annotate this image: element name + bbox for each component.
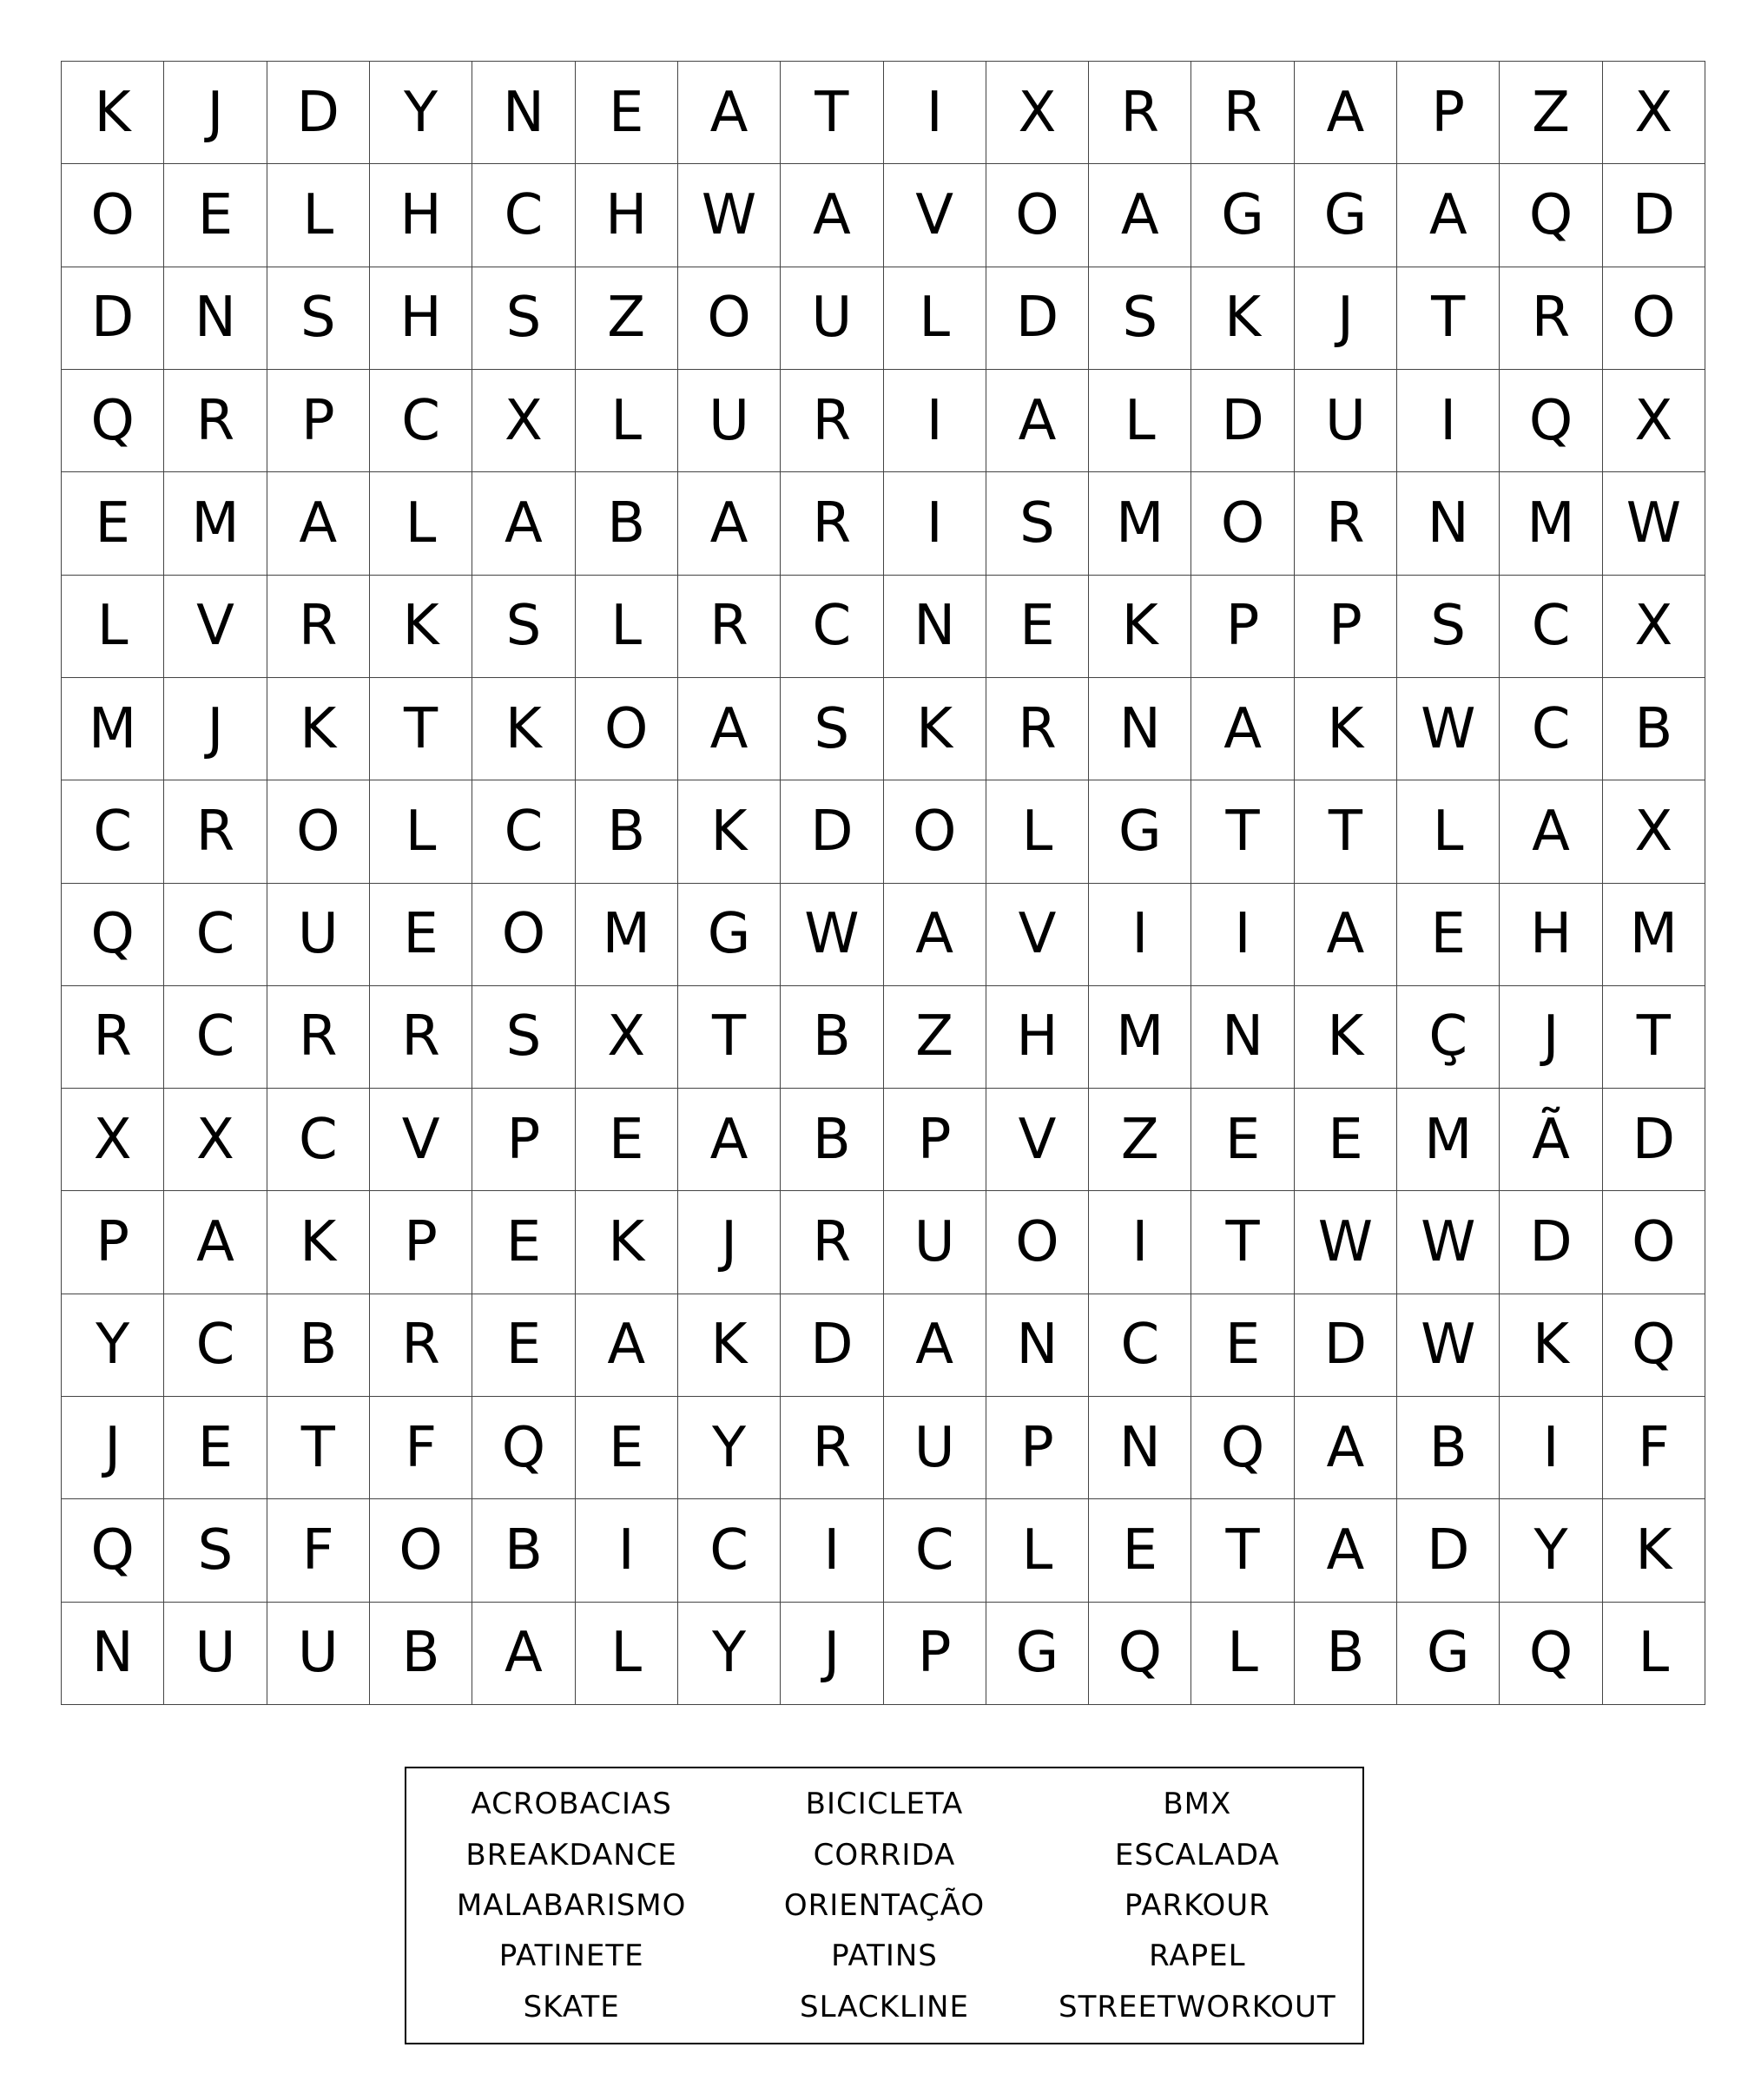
word-list-item: CORRIDA <box>813 1837 956 1873</box>
grid-cell[interactable]: C <box>472 780 575 883</box>
grid-cell[interactable]: Y <box>678 1397 781 1499</box>
grid-cell[interactable]: Q <box>1603 1294 1705 1397</box>
grid-cell[interactable]: K <box>267 1191 370 1294</box>
grid-cell[interactable]: A <box>986 370 1089 472</box>
grid-cell[interactable]: W <box>1295 1191 1397 1294</box>
grid-cell[interactable]: H <box>370 267 472 370</box>
grid-cell[interactable]: Q <box>1500 1603 1602 1705</box>
grid-cell[interactable]: K <box>678 1294 781 1397</box>
grid-cell[interactable]: G <box>1089 780 1191 883</box>
grid-cell[interactable]: Q <box>472 1397 575 1499</box>
grid-cell[interactable]: O <box>370 1499 472 1602</box>
grid-cell[interactable]: Q <box>62 1499 164 1602</box>
grid-cell[interactable]: W <box>678 164 781 267</box>
grid-cell[interactable]: A <box>678 678 781 780</box>
grid-cell[interactable]: Z <box>884 986 986 1089</box>
grid-cell[interactable]: K <box>1295 678 1397 780</box>
grid-cell[interactable]: T <box>267 1397 370 1499</box>
grid-cell[interactable]: S <box>164 1499 267 1602</box>
grid-cell[interactable]: O <box>678 267 781 370</box>
word-list-item: BREAKDANCE <box>465 1837 677 1873</box>
grid-cell[interactable]: E <box>986 576 1089 678</box>
grid-cell[interactable]: O <box>1603 1191 1705 1294</box>
grid-cell[interactable]: X <box>1603 62 1705 164</box>
word-list-item: ORIENTAÇÃO <box>783 1887 986 1923</box>
grid-cell[interactable]: L <box>1397 780 1500 883</box>
grid-cell[interactable]: H <box>986 986 1089 1089</box>
grid-cell[interactable]: L <box>370 472 472 575</box>
grid-cell[interactable]: Y <box>62 1294 164 1397</box>
grid-cell[interactable]: B <box>576 780 678 883</box>
grid-cell[interactable]: R <box>1295 472 1397 575</box>
grid-cell[interactable]: D <box>781 780 883 883</box>
grid-cell[interactable]: E <box>472 1294 575 1397</box>
grid-cell[interactable]: T <box>1191 1499 1294 1602</box>
grid-cell[interactable]: R <box>62 986 164 1089</box>
grid-cell[interactable]: T <box>1191 780 1294 883</box>
grid-cell[interactable]: X <box>62 1089 164 1191</box>
grid-cell[interactable]: A <box>678 472 781 575</box>
grid-cell[interactable]: N <box>164 267 267 370</box>
word-list-item: BICICLETA <box>805 1787 964 1822</box>
grid-cell[interactable]: W <box>1397 1294 1500 1397</box>
grid-cell[interactable]: O <box>986 164 1089 267</box>
grid-cell[interactable]: D <box>62 267 164 370</box>
grid-cell[interactable]: G <box>1295 164 1397 267</box>
grid-cell[interactable]: L <box>1191 1603 1294 1705</box>
grid-cell[interactable]: A <box>267 472 370 575</box>
grid-cell[interactable]: R <box>1089 62 1191 164</box>
grid-cell[interactable]: B <box>781 1089 883 1191</box>
grid-cell[interactable]: T <box>370 678 472 780</box>
grid-cell[interactable]: H <box>576 164 678 267</box>
grid-cell[interactable]: J <box>164 678 267 780</box>
grid-cell[interactable]: U <box>781 267 883 370</box>
grid-cell[interactable]: D <box>1295 1294 1397 1397</box>
grid-cell[interactable]: Ç <box>1397 986 1500 1089</box>
grid-cell[interactable]: D <box>267 62 370 164</box>
grid-cell[interactable]: A <box>884 884 986 986</box>
grid-cell[interactable]: C <box>781 576 883 678</box>
grid-cell[interactable]: O <box>986 1191 1089 1294</box>
grid-cell[interactable]: A <box>1500 780 1602 883</box>
grid-cell[interactable]: K <box>1191 267 1294 370</box>
grid-cell[interactable]: R <box>781 472 883 575</box>
grid-cell[interactable]: K <box>678 780 781 883</box>
grid-cell[interactable]: A <box>1295 1499 1397 1602</box>
grid-cell[interactable]: M <box>1397 1089 1500 1191</box>
grid-cell[interactable]: P <box>1191 576 1294 678</box>
grid-cell[interactable]: J <box>62 1397 164 1499</box>
grid-cell[interactable]: A <box>1295 62 1397 164</box>
grid-cell[interactable]: K <box>472 678 575 780</box>
grid-cell[interactable]: G <box>1191 164 1294 267</box>
word-list-item: PATINS <box>831 1939 938 1974</box>
grid-cell[interactable]: R <box>678 576 781 678</box>
grid-cell[interactable]: R <box>370 986 472 1089</box>
grid-cell[interactable]: A <box>884 1294 986 1397</box>
word-list-item: RAPEL <box>1149 1939 1246 1974</box>
grid-cell[interactable]: M <box>1089 472 1191 575</box>
grid-cell[interactable]: L <box>1603 1603 1705 1705</box>
grid-cell[interactable]: L <box>1089 370 1191 472</box>
grid-cell[interactable]: Q <box>62 370 164 472</box>
grid-cell[interactable]: G <box>986 1603 1089 1705</box>
grid-cell[interactable]: J <box>1500 986 1602 1089</box>
grid-cell[interactable]: M <box>1089 986 1191 1089</box>
grid-cell[interactable]: X <box>986 62 1089 164</box>
grid-cell[interactable]: E <box>370 884 472 986</box>
grid-cell[interactable]: Q <box>1191 1397 1294 1499</box>
grid-cell[interactable]: Ã <box>1500 1089 1602 1191</box>
grid-cell[interactable]: M <box>576 884 678 986</box>
grid-cell[interactable]: E <box>1191 1089 1294 1191</box>
grid-cell[interactable]: O <box>267 780 370 883</box>
grid-cell[interactable]: T <box>1397 267 1500 370</box>
grid-cell[interactable]: E <box>1191 1294 1294 1397</box>
grid-cell[interactable]: I <box>884 62 986 164</box>
grid-cell[interactable]: B <box>781 986 883 1089</box>
grid-cell[interactable]: H <box>1500 884 1602 986</box>
grid-cell[interactable]: P <box>1397 62 1500 164</box>
grid-cell[interactable]: U <box>884 1191 986 1294</box>
grid-cell[interactable]: F <box>1603 1397 1705 1499</box>
grid-cell[interactable]: J <box>781 1603 883 1705</box>
grid-cell[interactable]: T <box>1603 986 1705 1089</box>
grid-cell[interactable]: T <box>1191 1191 1294 1294</box>
grid-cell[interactable]: A <box>1397 164 1500 267</box>
grid-cell[interactable]: X <box>1603 370 1705 472</box>
grid-cell[interactable]: N <box>1191 986 1294 1089</box>
word-list-item: STREETWORKOUT <box>1059 1989 1336 2024</box>
grid-cell[interactable]: R <box>370 1294 472 1397</box>
word-list-item: ACROBACIAS <box>471 1787 672 1822</box>
letter-grid <box>61 61 1705 1705</box>
grid-cell[interactable]: K <box>884 678 986 780</box>
grid-cell[interactable]: C <box>1089 1294 1191 1397</box>
grid-cell[interactable]: R <box>267 986 370 1089</box>
grid-cell[interactable]: R <box>986 678 1089 780</box>
grid-cell[interactable]: A <box>472 472 575 575</box>
grid-cell[interactable]: A <box>678 1089 781 1191</box>
grid-cell[interactable]: R <box>1191 62 1294 164</box>
grid-cell[interactable]: K <box>62 62 164 164</box>
grid-cell[interactable]: Q <box>1500 370 1602 472</box>
grid-cell[interactable]: L <box>576 576 678 678</box>
grid-cell[interactable]: W <box>781 884 883 986</box>
word-list-item: MALABARISMO <box>456 1887 687 1923</box>
grid-cell[interactable]: E <box>576 1089 678 1191</box>
grid-cell[interactable]: V <box>370 1089 472 1191</box>
grid-cell[interactable]: U <box>267 884 370 986</box>
grid-cell[interactable]: C <box>164 986 267 1089</box>
grid-cell[interactable]: H <box>370 164 472 267</box>
grid-cell[interactable]: L <box>370 780 472 883</box>
grid-cell[interactable]: E <box>472 1191 575 1294</box>
grid-cell[interactable]: R <box>781 370 883 472</box>
grid-cell[interactable]: Y <box>1500 1499 1602 1602</box>
grid-cell[interactable]: I <box>1089 884 1191 986</box>
grid-cell[interactable]: G <box>678 884 781 986</box>
grid-cell[interactable]: D <box>1397 1499 1500 1602</box>
grid-cell[interactable]: V <box>986 884 1089 986</box>
grid-cell[interactable]: R <box>164 370 267 472</box>
grid-cell[interactable]: C <box>164 1294 267 1397</box>
grid-cell[interactable]: J <box>164 62 267 164</box>
grid-cell[interactable]: B <box>267 1294 370 1397</box>
grid-cell[interactable]: L <box>986 780 1089 883</box>
grid-cell[interactable]: L <box>884 267 986 370</box>
grid-cell[interactable]: X <box>164 1089 267 1191</box>
grid-cell[interactable]: U <box>678 370 781 472</box>
word-list-item: SLACKLINE <box>800 1989 969 2024</box>
grid-cell[interactable]: S <box>267 267 370 370</box>
grid-cell[interactable]: S <box>1089 267 1191 370</box>
grid-cell[interactable]: A <box>1191 678 1294 780</box>
grid-cell[interactable]: K <box>576 1191 678 1294</box>
grid-cell[interactable]: R <box>781 1397 883 1499</box>
grid-cell[interactable]: U <box>267 1603 370 1705</box>
grid-cell[interactable]: C <box>884 1499 986 1602</box>
grid-cell[interactable]: C <box>164 884 267 986</box>
grid-cell[interactable]: A <box>781 164 883 267</box>
grid-cell[interactable]: T <box>678 986 781 1089</box>
grid-cell[interactable]: Q <box>1089 1603 1191 1705</box>
grid-cell[interactable]: U <box>1295 370 1397 472</box>
grid-cell[interactable]: O <box>576 678 678 780</box>
grid-cell[interactable]: U <box>884 1397 986 1499</box>
grid-cell[interactable]: Z <box>576 267 678 370</box>
grid-cell[interactable]: Z <box>1089 1089 1191 1191</box>
grid-cell[interactable]: K <box>267 678 370 780</box>
grid-cell[interactable]: R <box>1500 267 1602 370</box>
grid-cell[interactable]: I <box>1397 370 1500 472</box>
grid-cell[interactable]: U <box>164 1603 267 1705</box>
grid-cell[interactable]: P <box>884 1603 986 1705</box>
grid-cell[interactable]: E <box>1397 884 1500 986</box>
grid-cell[interactable]: C <box>1500 576 1602 678</box>
grid-cell[interactable]: K <box>1089 576 1191 678</box>
grid-cell[interactable]: B <box>370 1603 472 1705</box>
grid-cell[interactable]: R <box>781 1191 883 1294</box>
grid-cell[interactable]: E <box>576 62 678 164</box>
grid-cell[interactable]: D <box>1603 164 1705 267</box>
grid-cell[interactable]: P <box>986 1397 1089 1499</box>
grid-cell[interactable]: I <box>1191 884 1294 986</box>
grid-cell[interactable]: A <box>164 1191 267 1294</box>
word-list <box>405 1767 1364 2044</box>
grid-cell[interactable]: D <box>986 267 1089 370</box>
grid-cell[interactable]: C <box>370 370 472 472</box>
grid-cell[interactable]: V <box>884 164 986 267</box>
word-list-item: PARKOUR <box>1124 1887 1270 1923</box>
grid-cell[interactable]: P <box>472 1089 575 1191</box>
grid-cell[interactable]: Y <box>678 1603 781 1705</box>
word-list-item: BMX <box>1163 1787 1232 1822</box>
grid-cell[interactable]: I <box>781 1499 883 1602</box>
grid-cell[interactable]: S <box>986 472 1089 575</box>
grid-cell[interactable]: S <box>472 267 575 370</box>
grid-cell[interactable]: L <box>576 1603 678 1705</box>
grid-cell[interactable]: P <box>370 1191 472 1294</box>
grid-cell[interactable]: J <box>1295 267 1397 370</box>
grid-cell[interactable]: A <box>576 1294 678 1397</box>
grid-cell[interactable]: O <box>472 884 575 986</box>
grid-cell[interactable]: S <box>472 576 575 678</box>
grid-cell[interactable]: X <box>1603 780 1705 883</box>
grid-cell[interactable]: K <box>1603 1499 1705 1602</box>
grid-cell[interactable]: I <box>1500 1397 1602 1499</box>
grid-cell[interactable]: Q <box>1500 164 1602 267</box>
grid-cell[interactable]: V <box>164 576 267 678</box>
grid-cell[interactable]: D <box>1500 1191 1602 1294</box>
grid-cell[interactable]: S <box>781 678 883 780</box>
grid-cell[interactable]: E <box>576 1397 678 1499</box>
grid-cell[interactable]: M <box>1603 884 1705 986</box>
grid-cell[interactable]: O <box>1191 472 1294 575</box>
grid-cell[interactable]: M <box>62 678 164 780</box>
grid-cell[interactable]: F <box>370 1397 472 1499</box>
grid-cell[interactable]: O <box>1603 267 1705 370</box>
grid-cell[interactable]: D <box>1191 370 1294 472</box>
grid-cell[interactable]: P <box>267 370 370 472</box>
grid-cell[interactable]: B <box>1397 1397 1500 1499</box>
grid-cell[interactable]: A <box>1295 884 1397 986</box>
grid-cell[interactable]: E <box>62 472 164 575</box>
grid-cell[interactable]: B <box>576 472 678 575</box>
grid-cell[interactable]: E <box>1089 1499 1191 1602</box>
grid-cell[interactable]: J <box>678 1191 781 1294</box>
grid-cell[interactable]: K <box>370 576 472 678</box>
grid-cell[interactable]: S <box>1397 576 1500 678</box>
grid-cell[interactable]: R <box>164 780 267 883</box>
grid-cell[interactable]: S <box>472 986 575 1089</box>
grid-cell[interactable]: Y <box>370 62 472 164</box>
grid-cell[interactable]: O <box>62 164 164 267</box>
grid-cell[interactable]: E <box>164 1397 267 1499</box>
grid-cell[interactable]: I <box>1089 1191 1191 1294</box>
grid-cell[interactable]: W <box>1603 472 1705 575</box>
grid-cell[interactable]: K <box>1295 986 1397 1089</box>
grid-cell[interactable]: A <box>678 62 781 164</box>
grid-cell[interactable]: W <box>1397 678 1500 780</box>
grid-cell[interactable]: I <box>884 370 986 472</box>
grid-cell[interactable]: E <box>1295 1089 1397 1191</box>
grid-cell[interactable]: L <box>62 576 164 678</box>
grid-cell[interactable]: A <box>1295 1397 1397 1499</box>
grid-cell[interactable]: M <box>1500 472 1602 575</box>
grid-cell[interactable]: N <box>1089 678 1191 780</box>
grid-cell[interactable]: P <box>62 1191 164 1294</box>
grid-cell[interactable]: P <box>884 1089 986 1191</box>
grid-cell[interactable]: L <box>986 1499 1089 1602</box>
grid-cell[interactable]: G <box>1397 1603 1500 1705</box>
grid-cell[interactable]: N <box>472 62 575 164</box>
grid-cell[interactable]: Z <box>1500 62 1602 164</box>
grid-cell[interactable]: N <box>1397 472 1500 575</box>
grid-cell[interactable]: N <box>1089 1397 1191 1499</box>
grid-cell[interactable]: V <box>986 1089 1089 1191</box>
grid-cell[interactable]: C <box>678 1499 781 1602</box>
grid-cell[interactable]: D <box>1603 1089 1705 1191</box>
grid-cell[interactable]: I <box>576 1499 678 1602</box>
grid-cell[interactable]: B <box>472 1499 575 1602</box>
grid-cell[interactable]: I <box>884 472 986 575</box>
grid-cell[interactable]: C <box>472 164 575 267</box>
grid-cell[interactable]: X <box>576 986 678 1089</box>
grid-cell[interactable]: F <box>267 1499 370 1602</box>
grid-cell[interactable]: N <box>986 1294 1089 1397</box>
grid-cell[interactable]: L <box>576 370 678 472</box>
grid-cell[interactable]: C <box>62 780 164 883</box>
grid-cell[interactable]: Q <box>62 884 164 986</box>
grid-cell[interactable]: B <box>1603 678 1705 780</box>
grid-cell[interactable]: M <box>164 472 267 575</box>
grid-cell[interactable]: B <box>1295 1603 1397 1705</box>
grid-cell[interactable]: N <box>884 576 986 678</box>
word-list-item: ESCALADA <box>1114 1837 1280 1873</box>
grid-cell[interactable]: A <box>472 1603 575 1705</box>
grid-cell[interactable]: X <box>1603 576 1705 678</box>
grid-cell[interactable]: E <box>164 164 267 267</box>
word-list-item: PATINETE <box>498 1939 644 1974</box>
grid-cell[interactable]: N <box>62 1603 164 1705</box>
grid-cell[interactable]: P <box>1295 576 1397 678</box>
grid-cell[interactable]: D <box>781 1294 883 1397</box>
grid-cell[interactable]: T <box>781 62 883 164</box>
grid-cell[interactable]: W <box>1397 1191 1500 1294</box>
word-list-item: SKATE <box>523 1989 620 2024</box>
grid-cell[interactable]: L <box>267 164 370 267</box>
grid-cell[interactable]: T <box>1295 780 1397 883</box>
grid-cell[interactable]: O <box>884 780 986 883</box>
grid-cell[interactable]: K <box>1500 1294 1602 1397</box>
grid-cell[interactable]: X <box>472 370 575 472</box>
grid-cell[interactable]: A <box>1089 164 1191 267</box>
grid-cell[interactable]: C <box>267 1089 370 1191</box>
grid-cell[interactable]: C <box>1500 678 1602 780</box>
grid-cell[interactable]: R <box>267 576 370 678</box>
